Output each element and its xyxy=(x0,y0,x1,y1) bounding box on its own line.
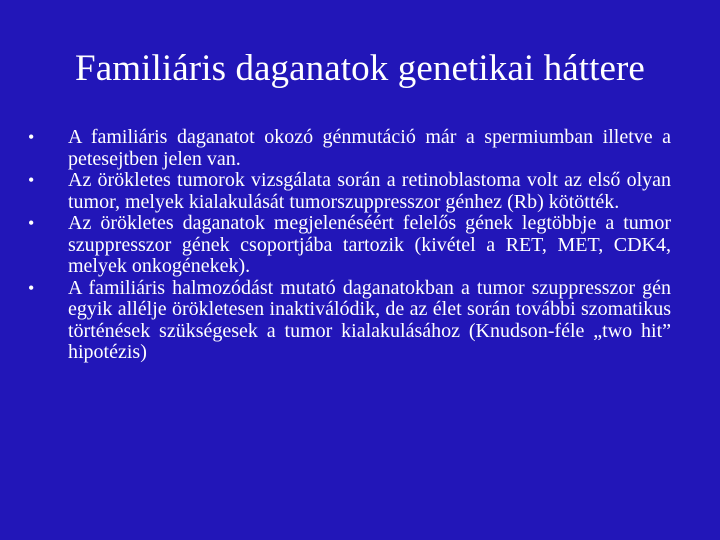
bullet-item xyxy=(28,278,671,364)
bullet-item xyxy=(28,127,671,170)
bullet-text: Az örökletes daganatok megjelenéséért felelős gének legtöbbje a tumor szuppresszor gének csoportjába tartozik (kivétel a RET, MET, CDK4, melyek onkogénekek). xyxy=(68,212,671,277)
bullet-text: A familiáris daganatot okozó génmutáció már a spermiumban illetve a petesejtben jelen van. xyxy=(68,126,671,170)
bullet-text: Az örökletes tumorok vizsgálata során a retinoblastoma volt az első olyan tumor, melyek kialakulását tumorszuppresszor génhez (Rb) kötötték. xyxy=(68,169,671,213)
bullet-item xyxy=(28,170,671,213)
bullet-item xyxy=(28,213,671,278)
bullet-marker: • xyxy=(28,170,35,190)
bullet-marker: • xyxy=(28,213,35,233)
bullet-list xyxy=(28,127,671,364)
bullet-marker: • xyxy=(28,277,35,298)
slide-title: Familiáris daganatok genetikai háttere xyxy=(75,48,645,89)
bullet-marker: • xyxy=(28,127,35,147)
bullet-text: A familiáris halmozódást mutató daganatokban a tumor szuppresszor gén egyik allélje örökletesen inaktiválódik, de az élet során további szomatikus történések szükségesek a tumor kialakulásához (Knudson-féle „two hit” hipotézis) xyxy=(68,276,671,363)
